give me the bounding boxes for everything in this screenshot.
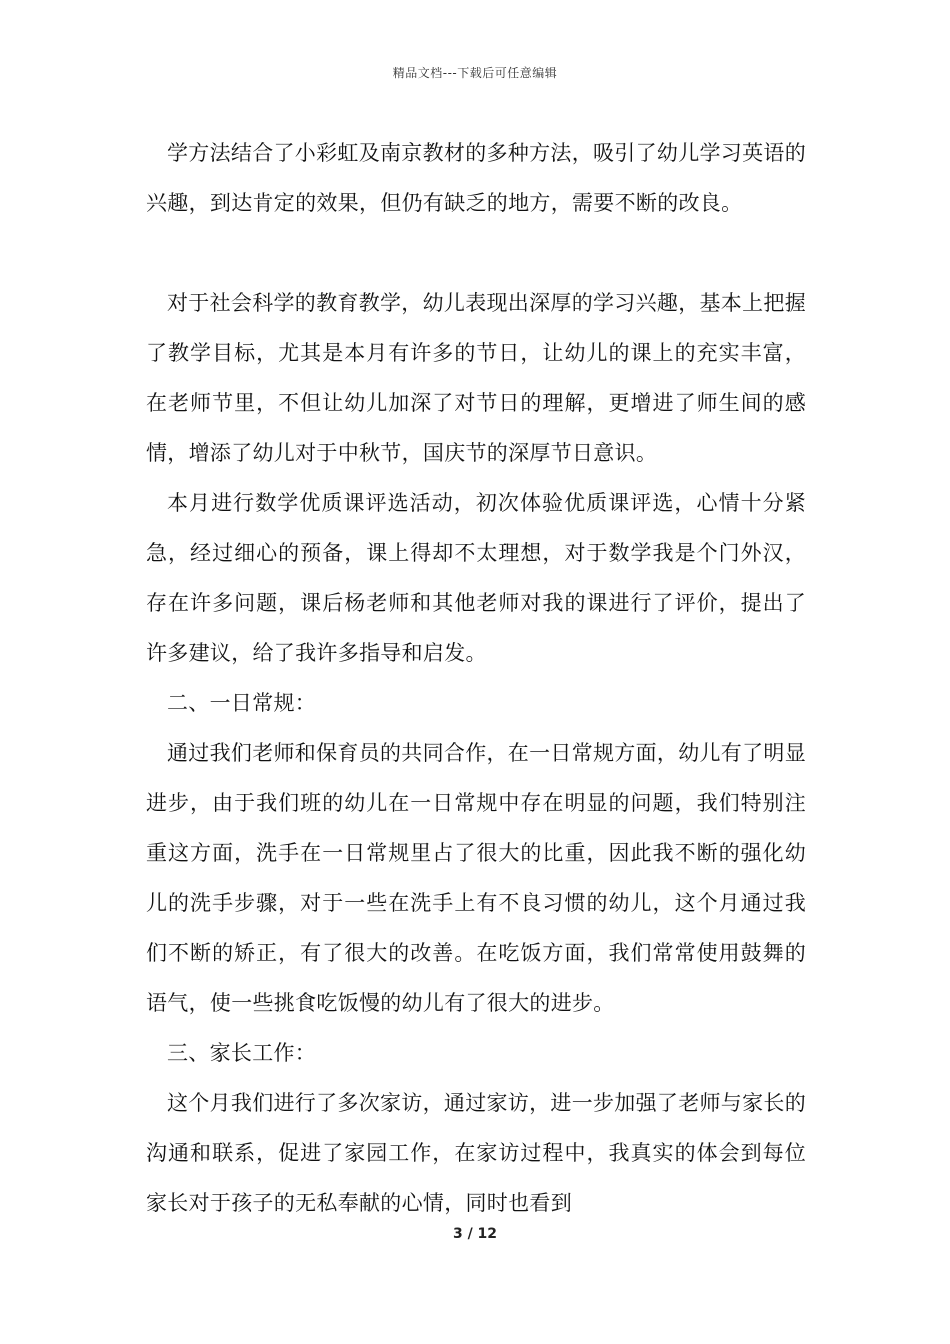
page-header: 精品文档---下载后可任意编辑: [392, 66, 558, 80]
paragraph-social-science: 对于社会科学的教育教学，幼儿表现出深厚的学习兴趣，基本上把握了教学目标，尤其是本月有许多的节日，让幼儿的课上的充实丰富，在老师节里，不但让幼儿加深了对节日的理解，更增进了师生间的感情，增添了幼儿对于中秋节，国庆节的深厚节日意识。: [146, 291, 806, 465]
paragraph-daily-routine: 通过我们老师和保育员的共同合作，在一日常规方面，幼儿有了明显进步，由于我们班的幼儿在一日常规中存在明显的问题，我们特别注重这方面，洗手在一日常规里占了很大的比重，因此我不断的强化幼儿的洗手步骤，对于一些在洗手上有不良习惯的幼儿，这个月通过我们不断的矫正，有了很大的改善。在吃饭方面，我们常常使用鼓舞的语气，使一些挑食吃饭慢的幼儿有了很大的进步。: [146, 741, 806, 1015]
section-heading-parent-work: 三、家长工作：: [167, 1041, 317, 1065]
paragraph-english-teaching: 学方法结合了小彩虹及南京教材的多种方法，吸引了幼儿学习英语的兴趣，到达肯定的效果，但仍有缺乏的地方，需要不断的改良。: [146, 141, 806, 215]
section-heading-daily-routine: 二、一日常规：: [167, 691, 317, 715]
paragraph-gap: [146, 228, 806, 278]
paragraph-parent-work: 这个月我们进行了多次家访，通过家访，进一步加强了老师与家长的沟通和联系，促进了家园工作，在家访过程中，我真实的体会到每位家长对于孩子的无私奉献的心情，同时也看到: [146, 1091, 806, 1215]
paragraph-math-lesson: 本月进行数学优质课评选活动，初次体验优质课评选，心情十分紧急，经过细心的预备，课上得却不太理想，对于数学我是个门外汉，存在许多问题，课后杨老师和其他老师对我的课进行了评价，提出了许多建议，给了我许多指导和启发。: [146, 491, 806, 665]
page-number: 3 / 12: [452, 1226, 498, 1242]
document-body: [146, 128, 806, 1228]
